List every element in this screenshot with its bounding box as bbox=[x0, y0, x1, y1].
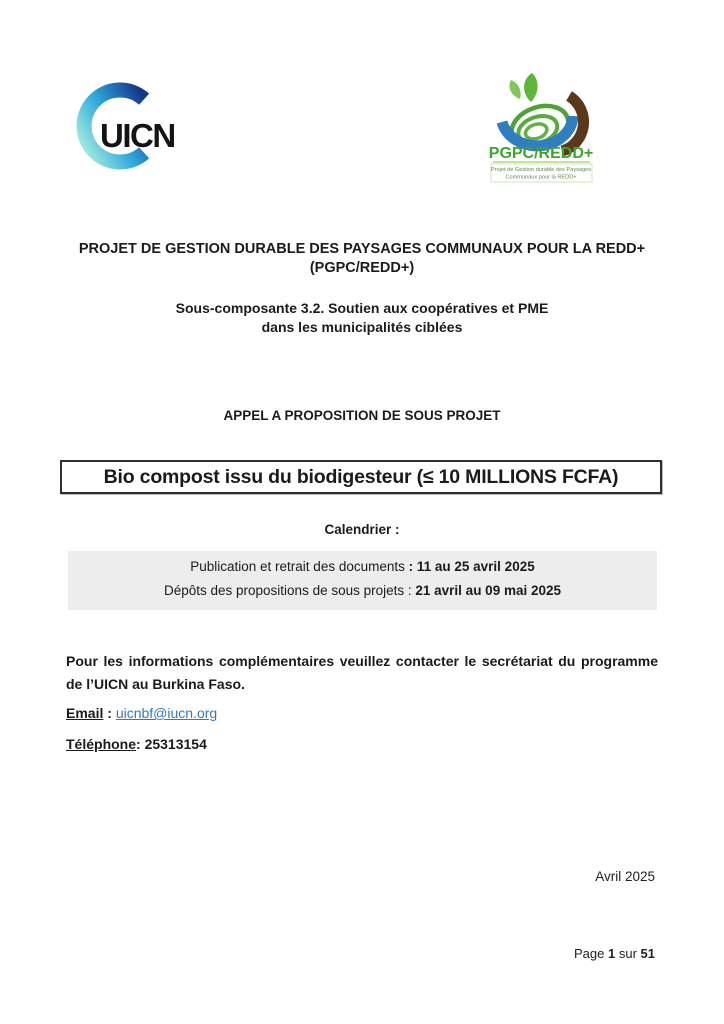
phone-line bbox=[66, 736, 207, 752]
boxed-title: Bio compost issu du biodigesteur (≤ 10 MILLIONS FCFA) bbox=[60, 460, 662, 494]
page-number-label: Page bbox=[574, 946, 608, 961]
email-line bbox=[66, 705, 217, 721]
calendar-row-publication bbox=[68, 555, 657, 579]
calendar-row-depots bbox=[68, 579, 657, 603]
pgpc-logo bbox=[487, 72, 617, 192]
pgpc-logo-tagline-line1: Projet de Gestion durable des Paysages bbox=[490, 167, 592, 173]
main-title bbox=[66, 240, 658, 278]
footer-date: Avril 2025 bbox=[595, 869, 655, 884]
page-number bbox=[574, 946, 655, 961]
contact-paragraph: Pour les informations complémentaires veuillez contacter le secrétariat du programme de l’UICN au Burkina Faso. bbox=[66, 653, 658, 692]
calendar-row-value: : 11 au 25 avril 2025 bbox=[408, 559, 535, 574]
main-title-line2: (PGPC/REDD+) bbox=[309, 260, 415, 276]
main-title-line1: PROJET DE GESTION DURABLE DES PAYSAGES COMMUNAUX POUR LA REDD+ bbox=[78, 241, 646, 257]
leaf-icon bbox=[524, 73, 538, 102]
uicn-logo-text: UICN bbox=[100, 117, 175, 154]
email-separator: : bbox=[103, 705, 116, 721]
leaf-small-icon bbox=[509, 80, 520, 99]
calendar-row-label: Publication et retrait des documents bbox=[190, 559, 409, 574]
blue-arc-icon bbox=[502, 116, 573, 146]
page-number-total: 51 bbox=[640, 946, 655, 961]
subtitle-line1: Sous-composante 3.2. Soutien aux coopératives et PME bbox=[175, 300, 549, 316]
email-link[interactable]: uicnbf@iucn.org bbox=[115, 705, 218, 721]
page-number-current: 1 bbox=[608, 946, 616, 961]
subtitle-line2: dans les municipalités ciblées bbox=[261, 318, 463, 335]
pgpc-logo-title: PGPC/REDD+ bbox=[488, 145, 594, 162]
phone-label: Téléphone bbox=[66, 736, 137, 752]
calendar-heading: Calendrier : bbox=[324, 522, 400, 537]
calendar-row-value: 21 avril au 09 mai 2025 bbox=[415, 583, 561, 598]
subtitle bbox=[66, 299, 658, 336]
calendar-highlight-block bbox=[68, 551, 657, 610]
calendar-row-label: Dépôts des propositions de sous projets : bbox=[163, 583, 416, 598]
page-number-separator: sur bbox=[615, 946, 641, 961]
call-heading: APPEL A PROPOSITION DE SOUS PROJET bbox=[223, 408, 501, 423]
pgpc-logo-tagline-line2: Communaux pour la REDD+ bbox=[505, 174, 577, 181]
phone-value: : 25313154 bbox=[136, 736, 207, 752]
uicn-logo bbox=[70, 80, 185, 175]
email-label: Email bbox=[66, 705, 104, 721]
